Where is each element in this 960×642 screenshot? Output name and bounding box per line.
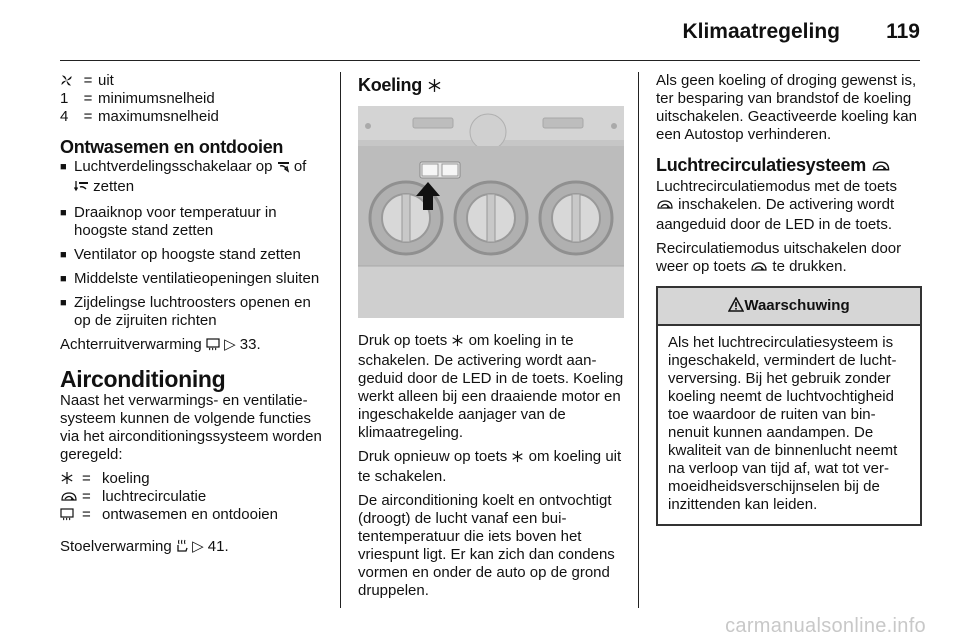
recirculation-heading — [656, 156, 922, 176]
column-left — [60, 72, 326, 564]
recirculation-icon — [656, 198, 674, 216]
recirculation-icon — [871, 158, 891, 176]
fan-off-icon — [60, 72, 78, 90]
legend-equals: = — [83, 72, 93, 89]
defrost-heading: Ontwasemen en ontdooien — [60, 137, 284, 157]
warning-triangle-icon — [728, 297, 744, 315]
legend-key: 1 — [60, 90, 69, 107]
snowflake-icon — [427, 78, 442, 96]
seat-heating-note — [60, 538, 326, 558]
legend-value: luchtrecirculatie — [102, 488, 207, 505]
legend-equals: = — [83, 90, 93, 107]
page-header — [0, 0, 960, 58]
snowflake-icon — [451, 334, 464, 352]
cooling-heading — [358, 76, 624, 96]
climate-control-photo — [358, 106, 624, 318]
legend-value: ontwasemen en ontdooien — [102, 506, 278, 523]
page-reference[interactable]: 33. — [239, 336, 261, 353]
defrost-icon — [60, 506, 82, 524]
fuel-saving-paragraph: Als geen koeling of droging gewenst is, ter besparing van brandstof de koeling uitschakelen. Geactiveerde koeling kan een Autostop verhinderen. — [656, 72, 917, 143]
warning-box — [656, 286, 922, 526]
paragraph-text: Druk op toets — [358, 332, 448, 349]
list-item: ■ Zijdelingse luchtroosters openen en op de zijruiten richten — [60, 294, 326, 330]
recirculation-icon — [60, 488, 82, 506]
heading-text: Koeling — [358, 75, 422, 95]
climate-panel-illustration — [358, 106, 624, 318]
windscreen-airflow-icon — [277, 160, 290, 178]
bullet-text: of — [293, 158, 307, 175]
column-right — [656, 72, 922, 526]
rear-window-heating-icon — [206, 338, 220, 356]
list-item: ■ Middelste ventilatieopeningen sluiten — [60, 270, 326, 288]
warning-title: Waarschuwing — [744, 297, 850, 314]
page-title: Klimaatregeling — [682, 20, 840, 43]
paragraph-text: om koeling uit te schakelen. — [358, 448, 622, 485]
header-divider — [60, 60, 920, 61]
note-text: Stoelverwarming — [60, 538, 172, 555]
ac-heading: Airconditioning — [60, 366, 226, 392]
column-middle — [358, 72, 624, 606]
fan-speed-legend — [60, 72, 326, 126]
paragraph-text: om koeling in te schakelen. De activering wordt aangeduid door de LED in de toets. Koeling werkt alleen bij een draaiende motor en ingeschakelde aanjager van de klimaatregeling. — [358, 332, 624, 441]
bullet-text: zetten — [93, 178, 135, 195]
ac-legend — [60, 470, 326, 524]
recirculation-off-paragraph — [656, 240, 922, 278]
paragraph-text: Druk opnieuw op toets — [358, 448, 508, 465]
column-divider — [340, 72, 341, 608]
paragraph-text: inschakelen. De activering wordt aangeduid door de LED in de toets. — [656, 196, 895, 233]
legend-equals: = — [83, 108, 93, 125]
reference-arrow-icon: ▷ — [192, 538, 204, 555]
column-divider — [638, 72, 639, 608]
defrost-steps — [60, 158, 326, 330]
warning-text: Als het luchtrecirculatiesysteem is ingeschakeld, vermindert de luchtverversing. Bij het gebruik zonder koeling neemt de luchtvochtigheid toe waardoor de ruiten van binnenuit kunnen aandampen. De kwaliteit van de binnenlucht neemt na verloop van tijd af, wat tot vermoeidheidsverschijnselen bij de inzittenden kan leiden. — [668, 334, 898, 513]
paragraph-text: Luchtrecirculatiemodus met de toets — [656, 178, 897, 195]
list-item: ■ Draaiknop voor temperatuur in hoogste stand zetten — [60, 204, 326, 240]
legend-value: minimumsnelheid — [98, 90, 215, 107]
cooling-off-paragraph — [358, 448, 624, 486]
seat-heating-icon — [176, 539, 188, 558]
paragraph-text: Recirculatiemodus uitschakelen door weer op toets — [656, 240, 902, 275]
list-item: ■ Ventilator op hoogste stand zetten — [60, 246, 326, 264]
list-item — [60, 158, 326, 198]
legend-equals: = — [82, 488, 91, 505]
paragraph-text: te drukken. — [772, 258, 847, 275]
cooling-paragraph — [358, 332, 624, 442]
recirculation-on-paragraph — [656, 178, 922, 234]
condensation-paragraph: De airconditioning koelt en ontvochtigt (droogt) de lucht vanaf een buitentemperatuur die iets boven het vriespunt ligt. Er kan zich dan condens vormen en onder de auto op de grond druppelen. — [358, 492, 615, 599]
recirculation-icon — [750, 260, 768, 278]
note-text: Achterruitverwarming — [60, 336, 202, 353]
rear-window-note — [60, 336, 326, 356]
ac-intro: Naast het verwarmings- en ventilatiesysteem kunnen de volgende functies via het airconditioningssysteem worden geregeld: — [60, 392, 322, 463]
snowflake-icon — [60, 470, 82, 488]
legend-equals: = — [82, 470, 91, 487]
page-number: 119 — [886, 20, 920, 43]
windscreen-footwell-icon — [74, 180, 89, 198]
watermark: carmanualsonline.info — [725, 615, 926, 637]
page-reference[interactable]: 41. — [207, 538, 229, 555]
legend-equals: = — [82, 506, 91, 523]
bullet-text: Luchtverdelingsschakelaar op — [74, 158, 273, 175]
legend-value: maximumsnelheid — [98, 108, 219, 125]
legend-key: 4 — [60, 108, 69, 125]
heading-text: Luchtrecirculatiesysteem — [656, 155, 866, 175]
legend-value: uit — [98, 72, 114, 89]
legend-value: koeling — [102, 470, 150, 487]
warning-header — [658, 288, 920, 326]
snowflake-icon — [511, 450, 524, 468]
reference-arrow-icon: ▷ — [224, 336, 236, 353]
